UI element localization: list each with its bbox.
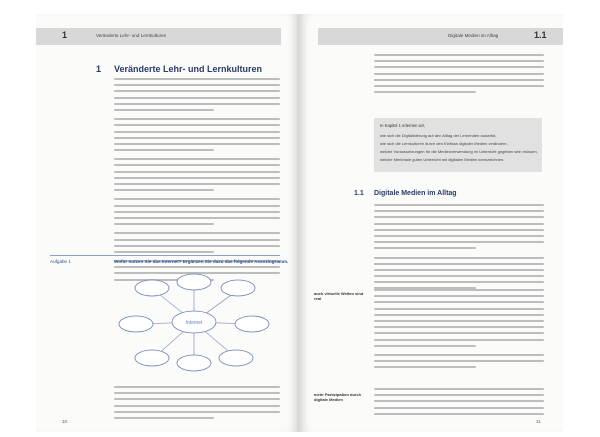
margin-label-participation: mehr Partizipation durch digitale Medien — [314, 392, 362, 402]
mindmap-node — [235, 316, 269, 332]
right-header-text: Digitale Medien im Alltag — [448, 33, 499, 38]
section-title: Digitale Medien im Alltag — [374, 190, 457, 197]
left-body-text-bottom — [114, 386, 280, 423]
learning-goals-box — [374, 118, 542, 172]
left-page-header — [36, 28, 281, 45]
aufgabe-label: Aufgabe 1 — [50, 259, 71, 264]
aufgabe-divider — [50, 255, 280, 256]
learning-goal-item: wie sich die Digitalisierung auf den Alltag der Lernenden auswirkt, — [380, 133, 497, 138]
mindmap-node — [219, 350, 253, 366]
section-number: 1.1 — [354, 190, 364, 197]
mindmap-diagram — [114, 272, 274, 372]
left-body-text — [114, 78, 280, 285]
left-page-number: 10 — [62, 419, 68, 424]
left-page — [36, 14, 298, 432]
right-body-text-1 — [374, 204, 544, 294]
right-page — [300, 14, 563, 432]
mindmap-node — [177, 355, 211, 371]
right-page-header — [318, 28, 563, 45]
mindmap-center-label: Internet — [185, 320, 203, 326]
mindmap-node — [135, 350, 169, 366]
right-body-text-2 — [374, 289, 544, 372]
learning-goal-item: welche Voraussetzungen für die Medienverwendung im Unterricht gegeben sein müssen, — [380, 149, 538, 154]
aufgabe-text: Wofür nutzen Sie das Internet? Ergänzen Sie dazu das folgende Assoziogramm. — [114, 259, 289, 264]
learning-goal-item: welche Merkmale guten Unterricht mit digitalen Medien kennzeichnen. — [380, 157, 505, 162]
right-body-text-3 — [374, 388, 544, 419]
chapter-number: 1 — [96, 64, 102, 74]
mindmap-node — [119, 316, 153, 332]
mindmap-node — [135, 280, 169, 296]
mindmap-node — [221, 280, 255, 296]
right-header-number: 1.1 — [534, 30, 547, 40]
learning-goal-item: wie sich die Lernkulturen durch den Einfluss digitaler Medien verändern, — [380, 141, 508, 146]
book-spread — [36, 14, 563, 432]
chapter-title: Veränderte Lehr- und Lernkulturen — [114, 64, 263, 74]
left-header-text: Veränderte Lehr- und Lernkulturen — [96, 33, 167, 38]
right-body-text-top — [374, 54, 544, 97]
margin-label-virtual-worlds: auch virtuelle Welten sind real — [314, 291, 364, 301]
mindmap-node — [177, 274, 211, 290]
learning-goals-title: In Kapitel 1 erlernen wir, — [380, 123, 425, 128]
left-header-number: 1 — [62, 30, 68, 40]
right-page-number: 11 — [536, 419, 541, 424]
